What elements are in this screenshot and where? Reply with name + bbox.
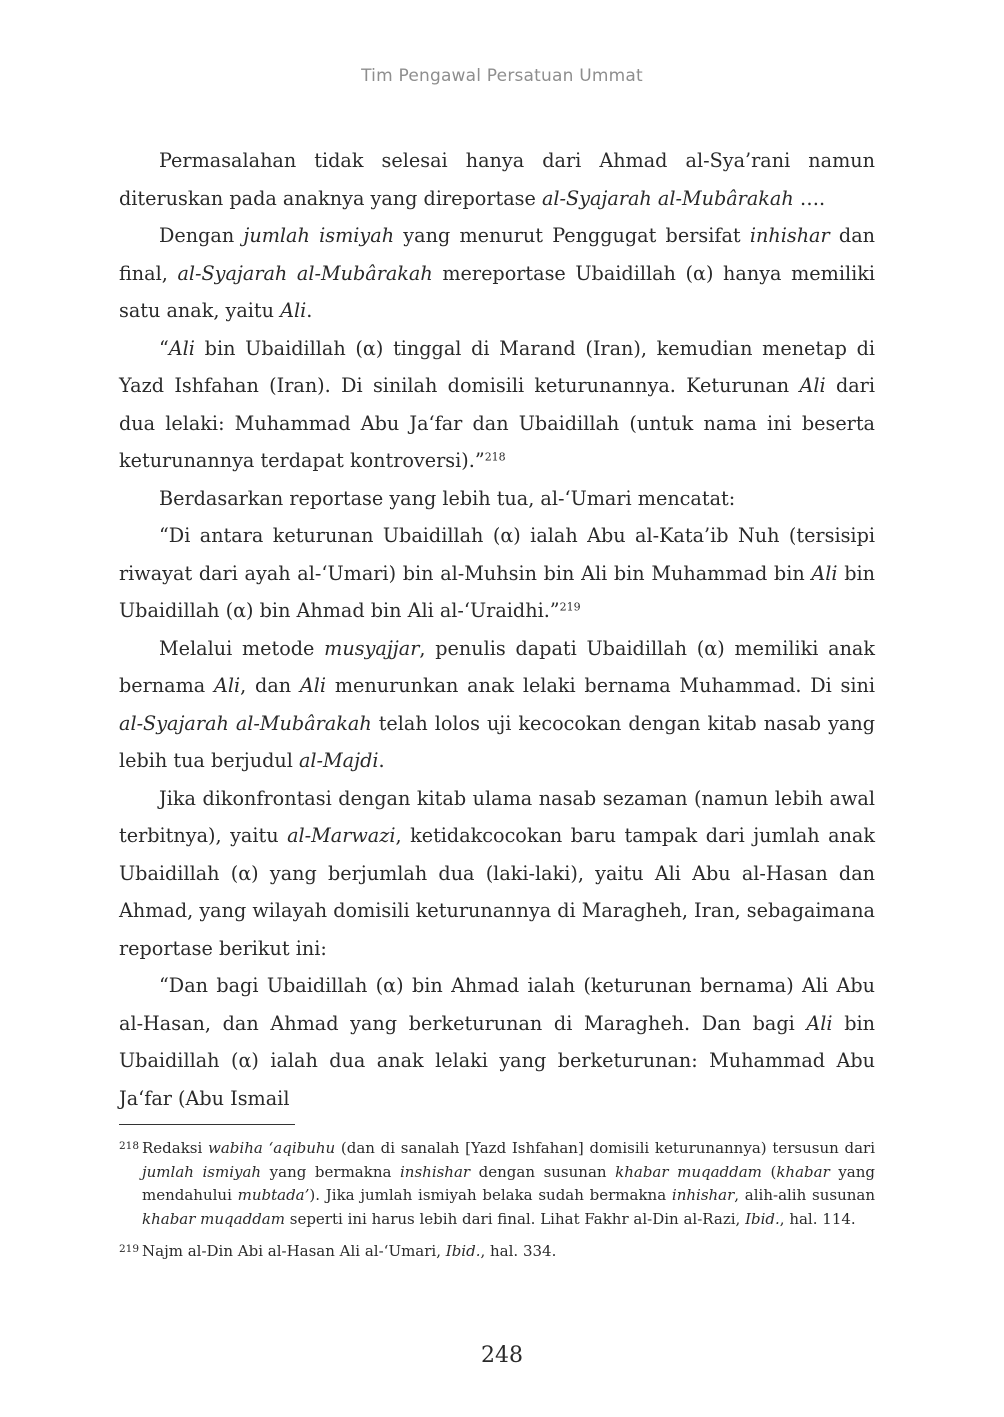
paragraph-3-quote: “Ali bin Ubaidillah (α) tinggal di Marand (Iran), kemudian menetap di Yazd Ishfahan (Iran). Di sinilah domisili keturunannya. Keturunan Ali dari dua lelaki: Muhammad Abu Ja‘far dan Ubaidillah (untuk nama ini beserta keturunannya terdapat kontroversi).”$^{218}$	[119, 336, 875, 472]
paragraph-5-quote: “Di antara keturunan Ubaidillah (α) ialah Abu al-Kata’ib Nuh (tersisipi riwayat dari ayah al-‘Umari) bin al-Muhsin bin Ali bin Muhammad bin Ali bin Ubaidillah (α) bin Ahmad bin Ali al-‘Uraidhi.”$^{219}$	[119, 524, 875, 622]
paragraph-4: Berdasarkan reportase yang lebih tua, al-‘Umari mencatat:	[159, 486, 736, 510]
footnote-ref-219[interactable]: 219	[559, 600, 581, 614]
body-text	[119, 142, 875, 1117]
footnote-divider	[119, 1124, 295, 1125]
paragraph-2: Dengan jumlah ismiyah yang menurut Penggugat bersifat inhishar dan final, al-Syajarah al-Mubârakah mereportase Ubaidillah (α) hanya memiliki satu anak, yaitu Ali.	[119, 224, 876, 322]
footnote-218	[119, 1137, 875, 1231]
footnotes	[119, 1137, 875, 1273]
footnote-ref-218[interactable]: 218	[484, 450, 506, 464]
footnote-number: 218	[119, 1140, 140, 1152]
footnote-text: Redaksi wabiha ‘aqibuhu (dan di sanalah [Yazd Ishfahan] domisili keturunannya) tersusun dari jumlah ismiyah yang bermakna inshishar dengan susunan khabar muqaddam (khabar yang mendahului mubtada’). Jika jumlah ismiyah belaka sudah bermakna inhishar, alih-alih susunan khabar muqaddam seperti ini harus lebih dari final. Lihat Fakhr al-Din al-Razi, Ibid., hal. 114.	[142, 1139, 875, 1228]
paragraph-7: Jika dikonfrontasi dengan kitab ulama nasab sezaman (namun lebih awal terbitnya), yaitu al-Marwazi, ketidakcocokan baru tampak dari jumlah anak Ubaidillah (α) yang berjumlah dua (laki-laki), yaitu Ali Abu al-Hasan dan Ahmad, yang wilayah domisili keturunannya di Maragheh, Iran, sebagaimana reportase berikut ini:	[119, 786, 875, 960]
paragraph-8-quote: “Dan bagi Ubaidillah (α) bin Ahmad ialah (keturunan bernama) Ali Abu al-Hasan, dan Ahmad yang berketurunan di Maragheh. Dan bagi Ali bin Ubaidillah (α) ialah dua anak lelaki yang berketurunan: Muhammad Abu Ja‘far (Abu Ismail	[119, 974, 875, 1110]
paragraph-1: Permasalahan tidak selesai hanya dari Ahmad al-Sya’rani namun diteruskan pada anaknya yang direportase al-Syajarah al-Mubârakah ….	[119, 149, 875, 210]
footnote-219	[119, 1240, 875, 1264]
footnote-number: 219	[119, 1243, 140, 1255]
page-number: 248	[481, 1343, 523, 1368]
paragraph-6: Melalui metode musyajjar, penulis dapati Ubaidillah (α) memiliki anak bernama Ali, dan Ali menurunkan anak lelaki bernama Muhammad. Di sini al-Syajarah al-Mubârakah telah lolos uji kecocokan dengan kitab nasab yang lebih tua berjudul al-Majdi.	[119, 636, 875, 772]
running-title: Tim Pengawal Persatuan Ummat	[361, 66, 643, 86]
footnote-text: Najm al-Din Abi al-Hasan Ali al-‘Umari, Ibid., hal. 334.	[142, 1242, 557, 1260]
